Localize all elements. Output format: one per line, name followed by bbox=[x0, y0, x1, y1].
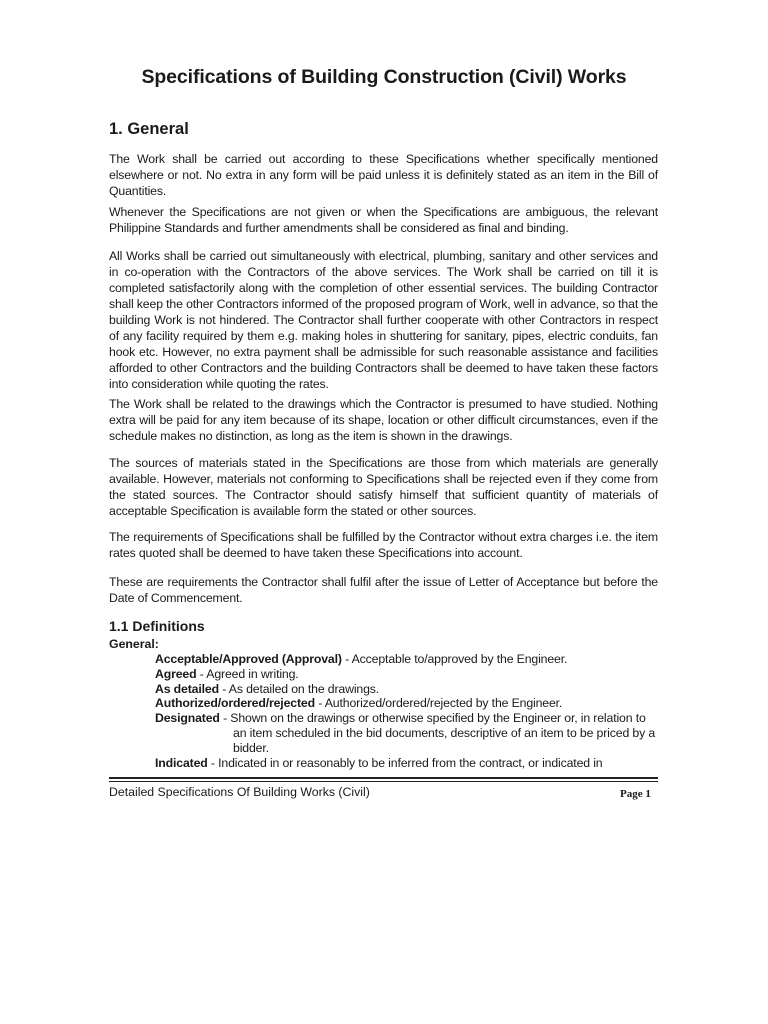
paragraph: Whenever the Specifications are not given or when the Specifications are ambiguous, the relevant Philippine Standards and further amendments shall be considered as final and binding. bbox=[109, 205, 658, 235]
definition-text: - Agreed in writing. bbox=[196, 666, 299, 681]
definition-text: - As detailed on the drawings. bbox=[218, 681, 380, 696]
definition-term: Agreed bbox=[155, 666, 197, 681]
paragraph: The sources of materials stated in the Specifications are those from which materials are generally available. However, materials not conforming to Specifications shall be rejected even if they come from the stated sources. The Contractor should satisfy himself that sufficient quantity of materials of acceptable Specification is available form the stated or other sources. bbox=[109, 456, 658, 518]
definition-term: Indicated bbox=[155, 755, 208, 770]
definition-text: - Indicated in or reasonably to be inferred from the contract, or indicated in bbox=[207, 755, 603, 770]
definition-term: Authorized/ordered/rejected bbox=[155, 696, 315, 711]
definition-text: - Authorized/ordered/rejected by the Engineer. bbox=[314, 696, 563, 711]
footer-divider bbox=[109, 777, 658, 782]
section-heading-general: 1. General bbox=[109, 120, 189, 138]
definition-item bbox=[155, 696, 660, 711]
paragraph: All Works shall be carried out simultaneously with electrical, plumbing, sanitary and other services and in co-operation with the Contractors of the above services. The Work shall be carried on till it is completed satisfactorily along with the completion of other essential services. The building Contractor shall keep the other Contractors informed of the proposed program of Work, well in advance, so that the building Work is not hindered. The Contractor shall further cooperate with other Contractors in respect of any facility required by them e.g. making holes in shuttering for sanitary, pipes, electric conduits, fan hook etc. However, no extra payment shall be admissible for such reasonable assistance and facilities afforded to other Contractors and the building Contractors shall be deemed to have taken these factors into consideration while quoting the rates. bbox=[109, 249, 658, 391]
definition-item bbox=[155, 667, 660, 682]
paragraph: These are requirements the Contractor shall fulfil after the issue of Letter of Acceptance but before the Date of Commencement. bbox=[109, 575, 658, 605]
definition-text: - Shown on the drawings or otherwise specified by the Engineer or, in relation to an item scheduled in the bid documents, descriptive of an item to be priced by a bidder. bbox=[219, 711, 656, 755]
definition-term: Acceptable/Approved (Approval) bbox=[155, 652, 342, 666]
section-heading-definitions: 1.1 Definitions bbox=[109, 618, 205, 634]
definition-item bbox=[155, 682, 660, 697]
definition-term: As detailed bbox=[155, 681, 219, 696]
paragraph: The requirements of Specifications shall be fulfilled by the Contractor without extra charges i.e. the item rates quoted shall be deemed to have taken these Specifications into account. bbox=[109, 530, 658, 560]
definition-item bbox=[155, 756, 660, 771]
page-number: Page 1 bbox=[620, 788, 651, 800]
definitions-list bbox=[155, 652, 660, 770]
definitions-subheading: General: bbox=[109, 637, 159, 651]
definition-text: - Acceptable to/approved by the Engineer. bbox=[341, 652, 568, 666]
footer-document-name: Detailed Specifications Of Building Works (Civil) bbox=[109, 785, 370, 799]
definition-item bbox=[155, 711, 660, 755]
definition-item bbox=[155, 652, 660, 667]
definition-term: Designated bbox=[155, 711, 220, 726]
document-title: Specifications of Building Construction (Civil) Works bbox=[141, 66, 627, 88]
paragraph: The Work shall be carried out according to these Specifications whether specifically mentioned elsewhere or not. No extra in any form will be paid unless it is definitely stated as an item in the Bill of Quantities. bbox=[109, 152, 658, 198]
paragraph: The Work shall be related to the drawings which the Contractor is presumed to have studied. Nothing extra will be paid for any item because of its shape, location or other difficult circumstances, even if the schedule makes no distinction, as long as the item is shown in the drawings. bbox=[109, 397, 658, 443]
